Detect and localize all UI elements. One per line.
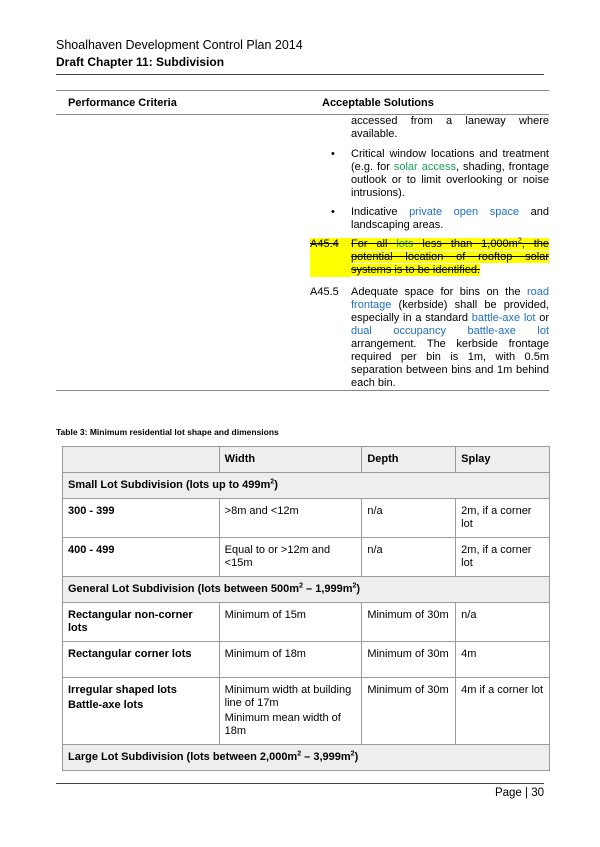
solution-a45-5: A45.5 Adequate space for bins on the road frontage (kerbside) shall be provided, especially in a standard battle-axe lot or dual occupancy battle-axe lot arrangement. The kerbside frontage required per bin is 1m, with 0.5m separation between bins and 1m behind each bin.	[310, 286, 550, 389]
solar-access-link[interactable]: solar access	[393, 161, 456, 173]
table-row: Irregular shaped lots Battle-axe lots Minimum width at building line of 17m Minimum mean width of 18m Minimum of 30m 4m if a corner lot	[63, 678, 550, 745]
continued-text: accessed from a laneway where available.	[351, 115, 549, 140]
chapter-title: Draft Chapter 11: Subdivision	[56, 55, 225, 69]
section-general-lot: General Lot Subdivision (lots between $500m^2 - 1,999m^2$)	[63, 577, 550, 603]
table-row: Rectangular non-corner lots Minimum of 15m Minimum of 30m n/a	[63, 603, 550, 642]
road-frontage-link[interactable]: road frontage	[351, 286, 549, 311]
performance-criteria-cell	[56, 115, 310, 391]
table-row: Rectangular corner lots Minimum of 18m Minimum of 30m 4m	[63, 642, 550, 678]
document-title: Shoalhaven Development Control Plan 2014	[56, 38, 303, 52]
bullet-window-locations: • Critical window locations and treatment (e.g. for solar access, shading, frontage outlook or to limit overlooking or noise intrusions).	[351, 148, 549, 200]
section-large-lot: Large Lot Subdivision (lots between $2,000m^2 - 3,999m^2$)	[63, 745, 550, 771]
battle-axe-lot-link[interactable]: battle-axe lot	[471, 312, 536, 324]
header-splay: Splay	[456, 447, 550, 473]
dual-occupancy-link[interactable]: dual occupancy battle-axe lot	[351, 325, 549, 337]
lot-dimensions-table	[62, 446, 550, 771]
table-row: 300 - 399 >8m and <12m n/a 2m, if a corner lot	[63, 499, 550, 538]
acceptable-solutions-header: Acceptable Solutions	[310, 91, 549, 115]
solution-a45-4: A45.4 For all lots less than $1,000m^2$, the potential location of rooftop solar systems is to be identified.	[310, 237, 550, 276]
bullet-private-open-space: • Indicative private open space and landscaping areas.	[351, 206, 549, 232]
lots-link[interactable]: lots	[396, 238, 414, 250]
table-caption: Table 3: Minimum residential lot shape and dimensions	[56, 427, 279, 437]
header-divider	[56, 74, 544, 75]
performance-criteria-table	[56, 90, 549, 391]
solution-code: A45.5	[310, 286, 339, 298]
page-number: Page | 30	[494, 787, 544, 799]
footer-divider	[56, 783, 544, 784]
header-blank	[63, 447, 220, 473]
acceptable-solutions-cell	[310, 115, 549, 391]
performance-criteria-header: Performance Criteria	[56, 91, 310, 115]
section-small-lot: Small Lot Subdivision (lots up to $499m^2$)	[63, 473, 550, 499]
solution-bullets	[310, 148, 549, 232]
table-row: 400 - 499 Equal to or >12m and <15m n/a 2m, if a corner lot	[63, 538, 550, 577]
solution-code: A45.4	[310, 238, 351, 277]
private-open-space-link[interactable]: private open space	[409, 206, 520, 218]
header-width: Width	[219, 447, 362, 473]
header-depth: Depth	[362, 447, 456, 473]
